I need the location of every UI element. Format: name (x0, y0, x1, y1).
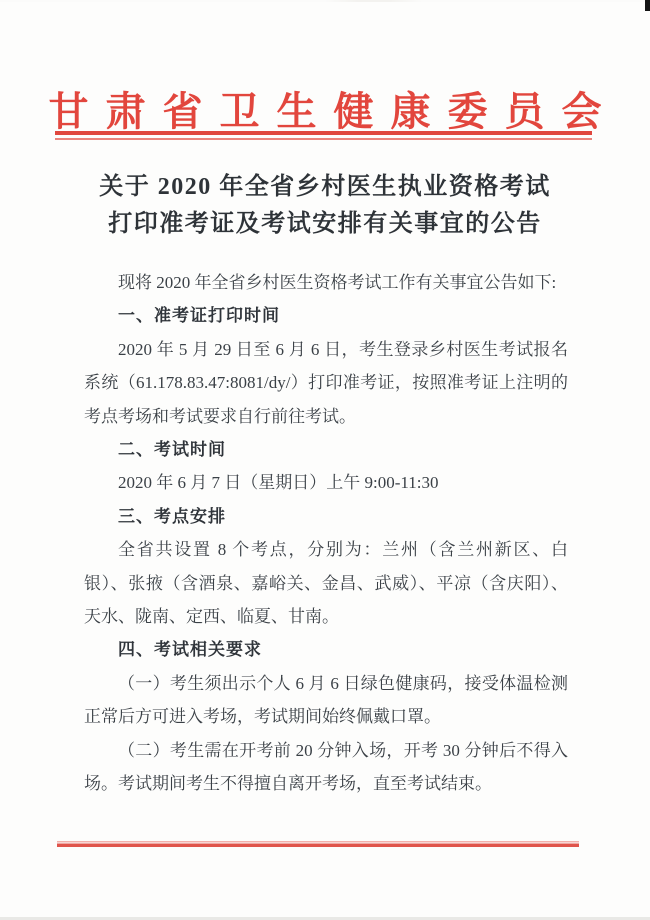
section-1-paragraph: 2020 年 5 月 29 日至 6 月 6 日，考生登录乡村医生考试报名系统（61.178.83.47:8081/dy/）打印准考证，按照准考证上注明的考点考场和考试要求自行前往考试。 (84, 339, 568, 426)
section-1-heading: 一、准考证打印时间 (118, 306, 280, 326)
section-4-paragraph-2: （二）考生需在开考前 20 分钟入场，开考 30 分钟后不得入场。考试期间考生不得擅自离开考场，直至考试结束。 (84, 740, 568, 794)
notice-title-line2: 打印准考证及考试安排有关事宜的公告 (108, 211, 542, 237)
section-4-paragraph-1: （一）考生须出示个人 6 月 6 日绿色健康码，接受体温检测正常后方可进入考场，考试期间始终佩戴口罩。 (84, 673, 568, 727)
section-3-heading: 三、考点安排 (118, 506, 226, 526)
notice-title (0, 169, 650, 243)
intro-paragraph: 现将 2020 年全省乡村医生资格考试工作有关事宜公告如下: (118, 273, 557, 292)
section-2-heading: 二、考试时间 (118, 440, 226, 460)
section-4-heading: 四、考试相关要求 (118, 640, 262, 660)
notice-title-line1: 关于 2020 年全省乡村医生执业资格考试 (99, 174, 551, 200)
scan-artifact-mark (645, 0, 650, 11)
section-3-paragraph: 全省共设置 8 个考点，分别为：兰州（含兰州新区、白银）、张掖（含酒泉、嘉峪关、金昌、武威）、平凉（含庆阳）、天水、陇南、定西、临夏、甘南。 (84, 540, 568, 627)
letterhead-org-name: 甘肃省卫生健康委员会 (48, 89, 619, 134)
letterhead-divider-rule (55, 131, 592, 140)
section-2-paragraph: 2020 年 6 月 7 日（星期日）上午 9:00-11:30 (118, 473, 439, 493)
scan-edge-top (0, 0, 650, 2)
footer-divider-rule (57, 841, 579, 847)
notice-body (84, 266, 568, 801)
